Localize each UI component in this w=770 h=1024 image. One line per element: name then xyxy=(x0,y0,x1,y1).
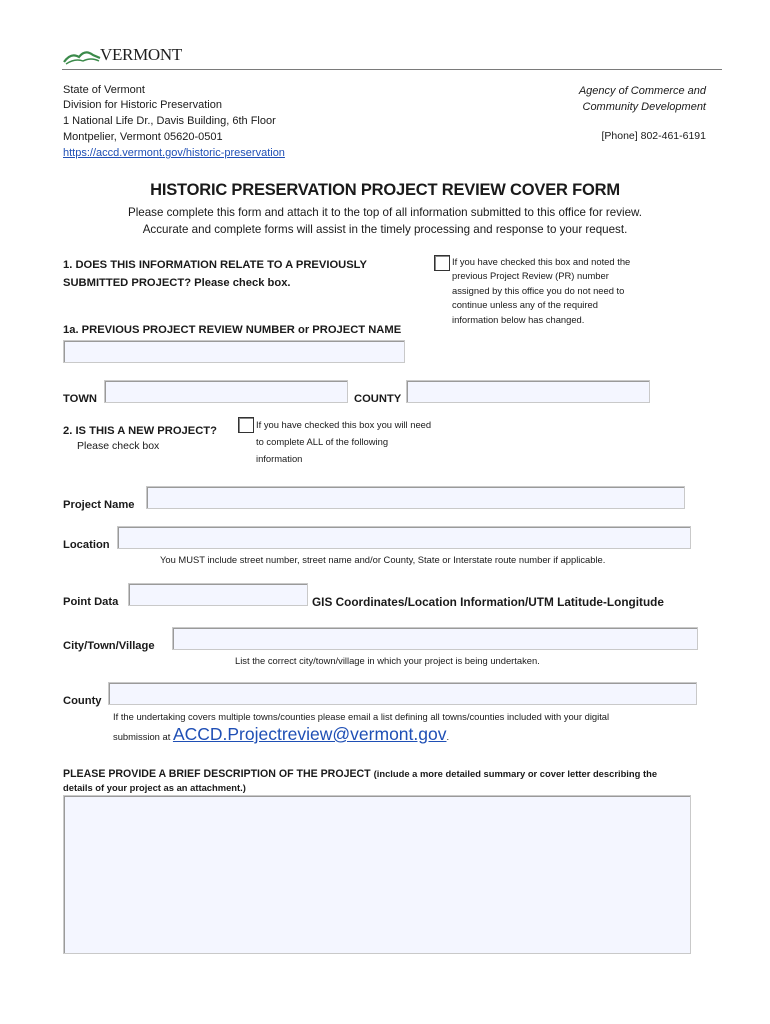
project-name-input[interactable] xyxy=(146,486,685,509)
vermont-logo-mountain-icon xyxy=(63,46,101,66)
q1-label-line1: 1. DOES THIS INFORMATION RELATE TO A PREVIOUSLY xyxy=(63,259,367,271)
gis-label: GIS Coordinates/Location Information/UTM Latitude-Longitude xyxy=(312,595,664,609)
description-note: (include a more detailed summary or cover letter describing the xyxy=(373,768,658,779)
address-line: 1 National Life Dr., Davis Building, 6th Floor xyxy=(63,115,276,127)
q1a-label: 1a. PREVIOUS PROJECT REVIEW NUMBER or PROJECT NAME xyxy=(63,324,402,336)
q2-note-line: information xyxy=(256,453,303,464)
county-input[interactable] xyxy=(406,380,650,403)
description-label: PLEASE PROVIDE A BRIEF DESCRIPTION OF THE PROJECT xyxy=(63,768,371,780)
address-line: State of Vermont xyxy=(63,84,145,96)
town-label: TOWN xyxy=(63,393,97,405)
city-input[interactable] xyxy=(172,627,698,650)
q2-sublabel: Please check box xyxy=(77,440,160,452)
q2-note-line: If you have checked this box you will need xyxy=(256,419,432,430)
q1-note-line: information below has changed. xyxy=(452,314,585,325)
project-name-label: Project Name xyxy=(63,499,135,511)
q1-note-line: continue unless any of the required xyxy=(452,299,598,310)
county-hint: If the undertaking covers multiple towns/counties please email a list defining all towns/counties included with your digital xyxy=(113,711,610,722)
q1-note-line: If you have checked this box and noted the xyxy=(452,256,631,267)
q2-label: 2. IS THIS A NEW PROJECT? xyxy=(63,425,217,437)
q1-label-line2: SUBMITTED PROJECT? Please check box. xyxy=(63,277,291,289)
intro-line: Please complete this form and attach it to the top of all information submitted to this office for review. xyxy=(127,206,643,219)
phone-number: [Phone] 802-461-6191 xyxy=(601,130,706,142)
header-divider xyxy=(62,69,722,70)
county2-label: County xyxy=(63,695,102,707)
address-line: Montpelier, Vermont 05620-0501 xyxy=(63,131,223,143)
address-line: Division for Historic Preservation xyxy=(63,99,222,111)
county-email-line xyxy=(113,726,449,745)
description-note-line2: details of your project as an attachment.) xyxy=(63,782,246,793)
town-input[interactable] xyxy=(104,380,348,403)
location-input[interactable] xyxy=(117,526,691,549)
email-link[interactable]: ACCD.Projectreview@vermont.gov xyxy=(172,724,447,744)
county-hint-prefix: submission at xyxy=(113,731,171,742)
project-description-textarea[interactable] xyxy=(63,795,691,954)
q1-note-line: previous Project Review (PR) number xyxy=(452,270,609,281)
location-label: Location xyxy=(63,539,110,551)
county2-input[interactable] xyxy=(108,682,697,705)
city-label: City/Town/Village xyxy=(63,640,155,652)
point-data-label: Point Data xyxy=(63,596,119,608)
form-title: HISTORIC PRESERVATION PROJECT REVIEW COVER FORM xyxy=(150,181,620,199)
email-suffix: . xyxy=(446,731,450,742)
city-hint: List the correct city/town/village in which your project is being undertaken. xyxy=(235,655,540,666)
q1-note-line: assigned by this office you do not need to xyxy=(452,285,625,296)
previous-project-number-input[interactable] xyxy=(63,340,405,363)
location-hint: You MUST include street number, street name and/or County, State or Interstate route number if applicable. xyxy=(160,554,606,565)
website-link[interactable]: https://accd.vermont.gov/historic-preservation xyxy=(63,147,285,159)
point-data-input[interactable] xyxy=(128,583,308,606)
q2-note-line: to complete ALL of the following xyxy=(256,436,389,447)
vermont-logo-text: VERMONT xyxy=(100,45,182,64)
new-project-checkbox[interactable] xyxy=(238,417,254,433)
agency-name-line2: Community Development xyxy=(582,101,706,113)
previous-project-checkbox[interactable] xyxy=(434,255,450,271)
intro-line: Accurate and complete forms will assist in the timely processing and response to your request. xyxy=(142,223,628,236)
county-label: COUNTY xyxy=(354,393,402,405)
agency-name-line1: Agency of Commerce and xyxy=(578,85,706,97)
